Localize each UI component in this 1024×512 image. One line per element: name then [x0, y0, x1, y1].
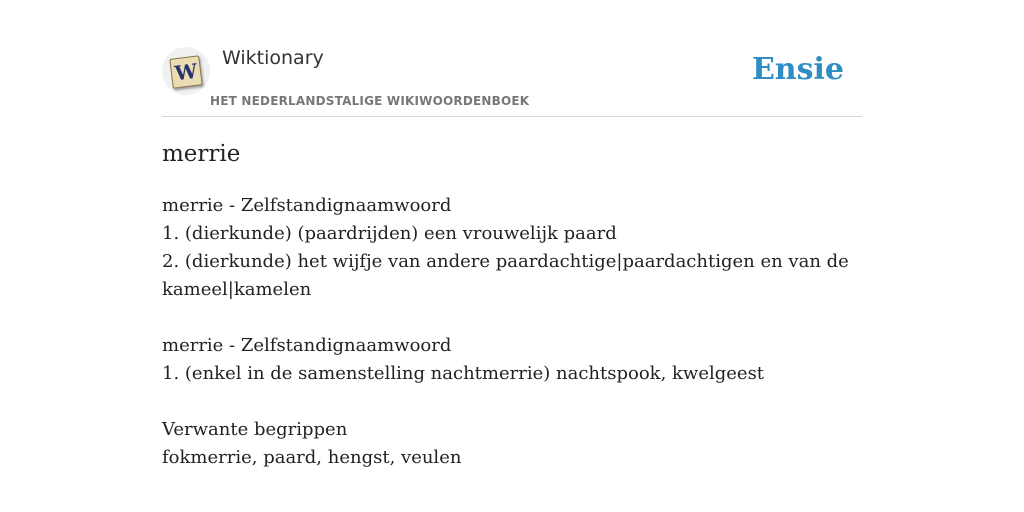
site-tagline: HET NEDERLANDSTALIGE WIKIWOORDENBOEK: [210, 94, 530, 108]
wiktionary-logo-icon[interactable]: [162, 47, 210, 95]
page-title: merrie: [162, 141, 241, 167]
site-header: [162, 40, 862, 117]
definition-content: [162, 192, 862, 500]
related-heading: Verwante begrippen: [162, 419, 348, 440]
definition-line: 1. (enkel in de samenstelling nachtmerrie) nachtspook, kwelgeest: [162, 363, 765, 384]
logo-letter: W: [173, 58, 199, 86]
definition-entry: [162, 332, 862, 388]
related-terms-section: [162, 416, 862, 472]
definition-line: 2. (dierkunde) het wijfje van andere paardachtige|paardachtigen en van de kameel|kamelen: [162, 251, 849, 300]
entry-heading: merrie - Zelfstandignaamwoord: [162, 335, 452, 356]
ensie-logo-link[interactable]: Ensie: [751, 52, 844, 87]
logo-tile: [169, 55, 202, 88]
related-terms: fokmerrie, paard, hengst, veulen: [162, 447, 462, 468]
definition-entry: [162, 192, 862, 304]
site-name[interactable]: Wiktionary: [222, 47, 324, 69]
definition-line: 1. (dierkunde) (paardrijden) een vrouwelijk paard: [162, 223, 617, 244]
entry-heading: merrie - Zelfstandignaamwoord: [162, 195, 452, 216]
